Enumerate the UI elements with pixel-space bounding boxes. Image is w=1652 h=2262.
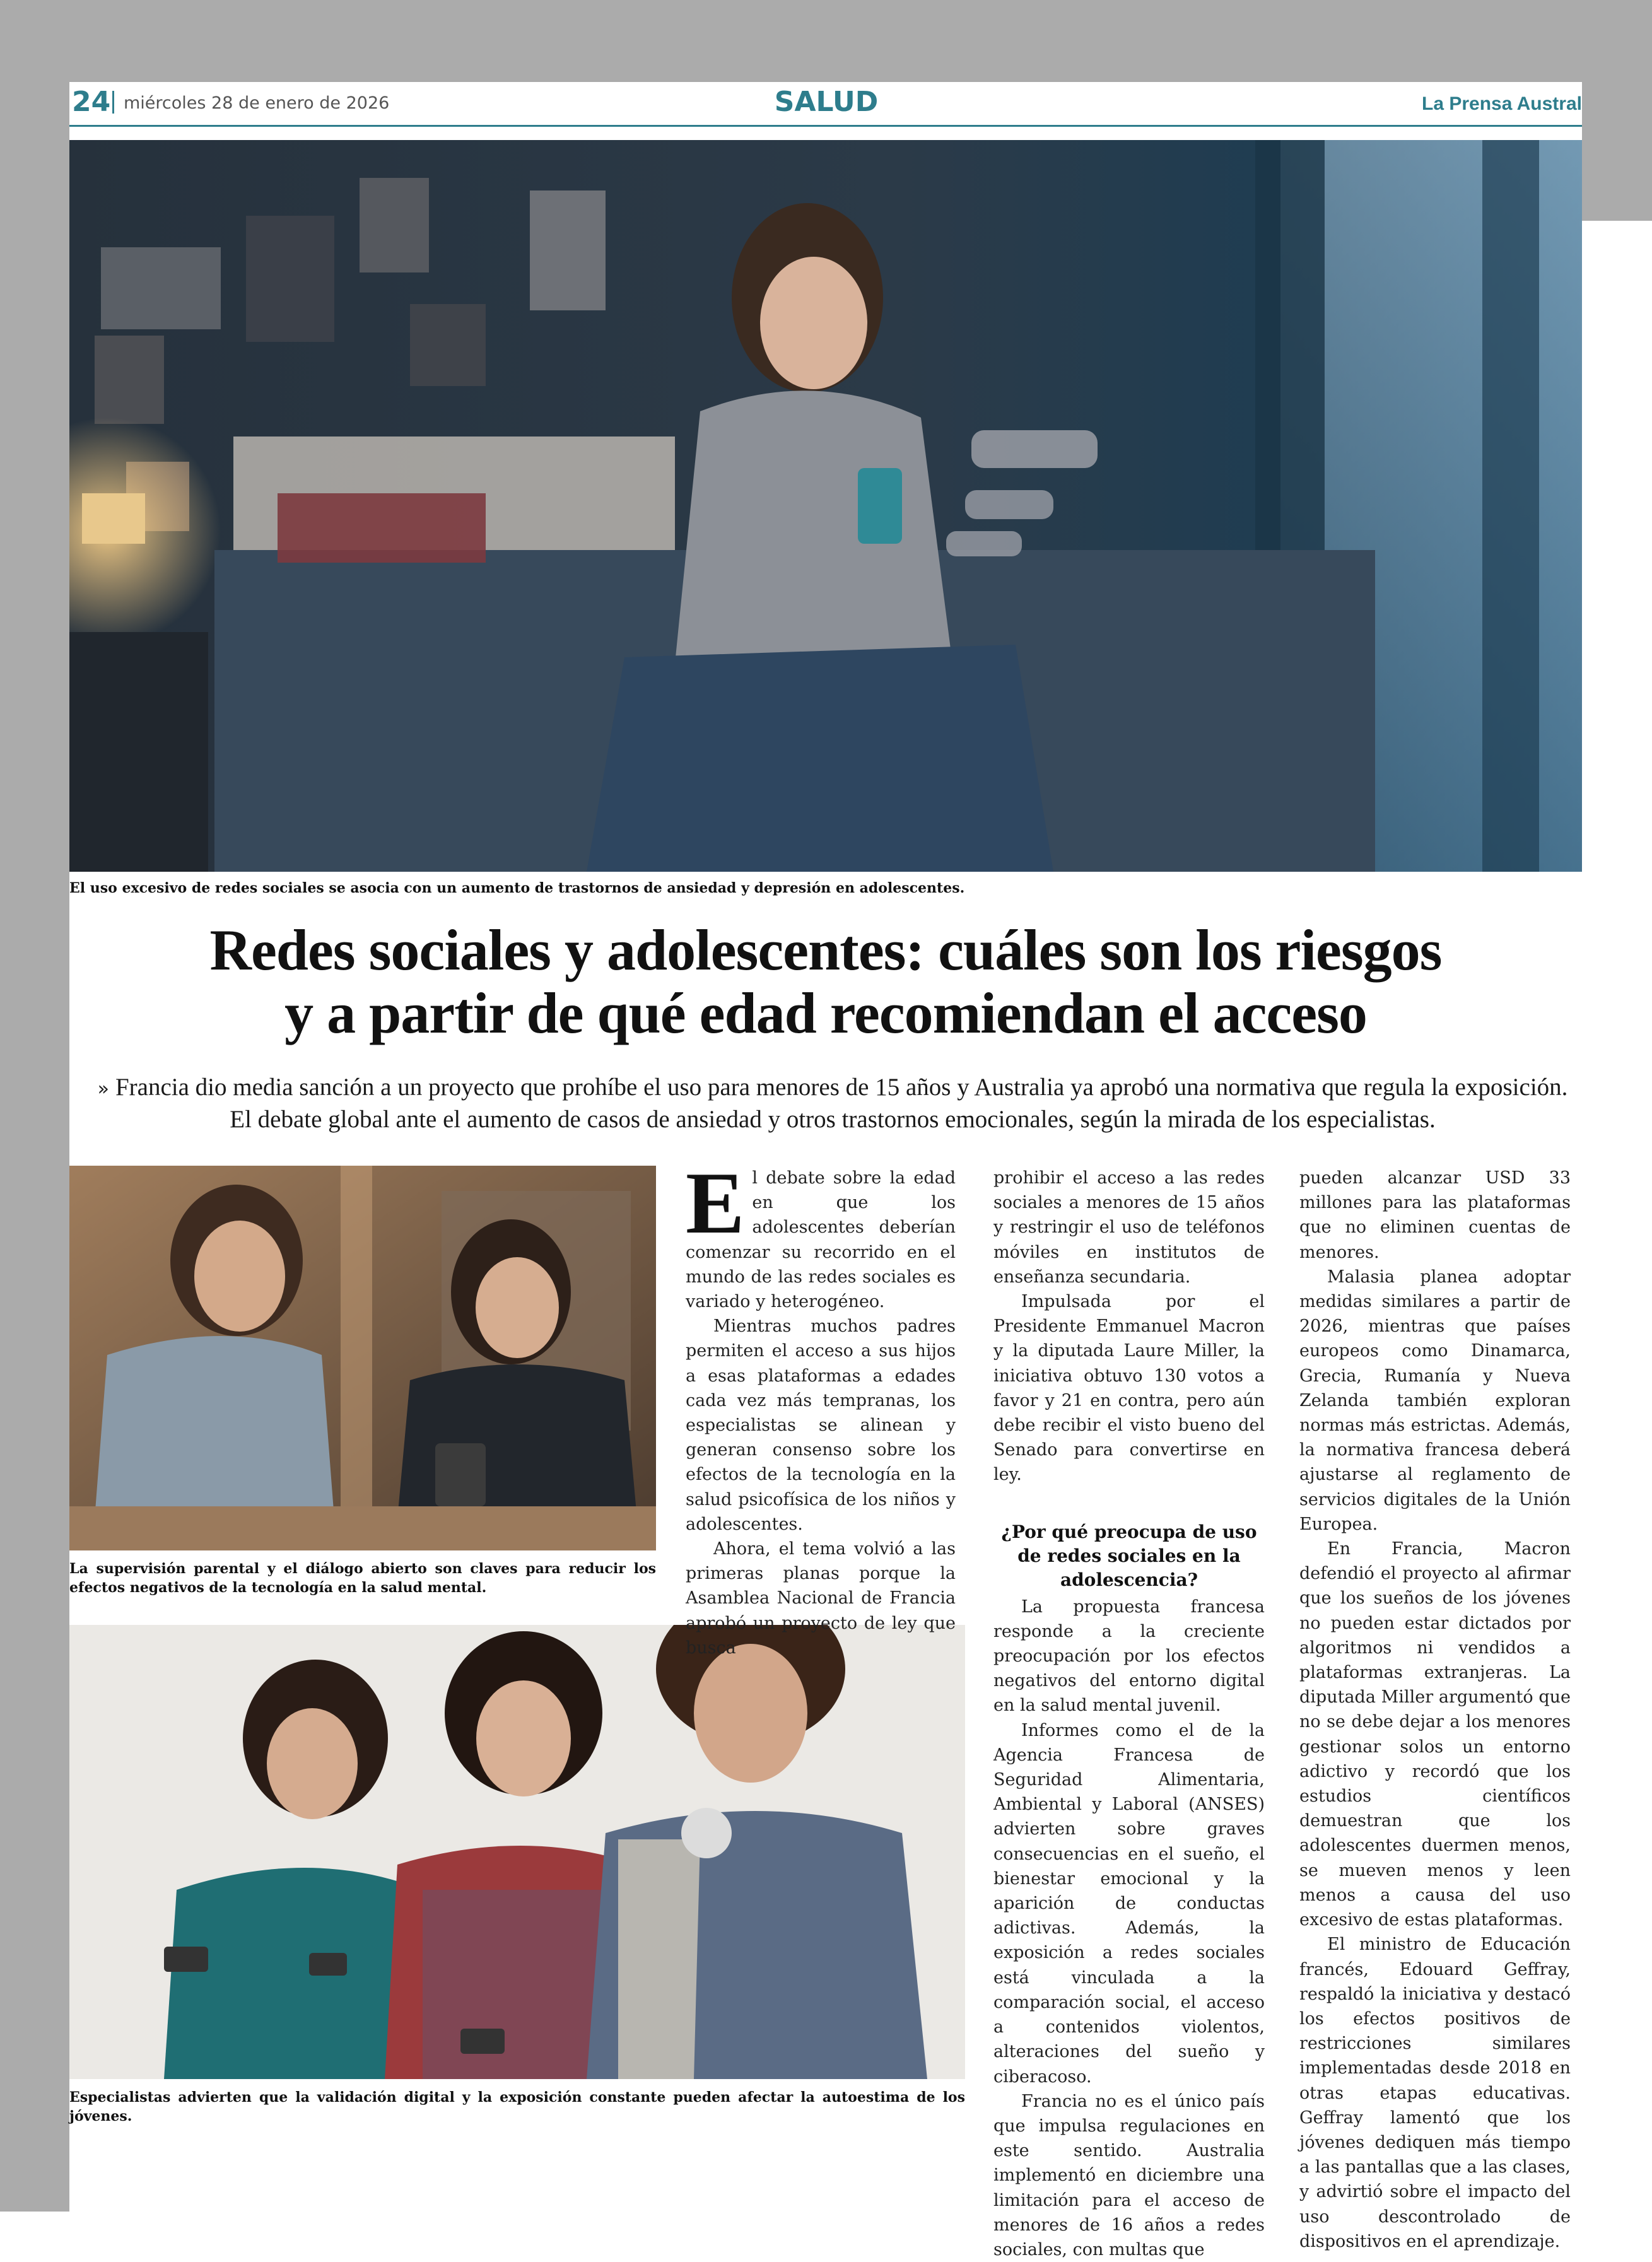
paragraph: pueden alcanzar USD 33 millones para las plataformas que no eliminen cuentas de menores. — [1299, 1168, 1571, 1262]
paragraph: Ahora, el tema volvió a las primeras planas porque la Asamblea Nacional de Francia aprobó un proyecto de ley que busca — [686, 1539, 956, 1658]
header-separator — [112, 91, 114, 114]
article-column-3 — [1299, 1166, 1571, 2254]
deck — [95, 1072, 1571, 1135]
drop-cap: E — [686, 1154, 745, 1252]
header-rule — [69, 125, 1582, 127]
chevron-right-icon: » — [97, 1078, 109, 1100]
page-header — [69, 82, 1582, 132]
paragraph: En Francia, Macron defendió el proyecto al afirmar que los sueños de los jóvenes no pueden estar dictados por algoritmos ni vendidos a plataformas extranjeras. La diputada Miller argumentó que no se debe dejar a los menores gestionar solos un entorno adictivo y recordó que los estudios científicos demuestran que los adolescentes duermen menos, se mueven menos y leen menos a causa del uso excesivo de estas plataformas. — [1299, 1539, 1571, 1930]
parent-child-caption: La supervisión parental y el diálogo abierto son claves para reducir los efectos negativos de la tecnología en la salud mental. — [69, 1561, 656, 1596]
paragraph: l debate sobre la edad en que los adolescentes deberían comenzar su recorrido en el mundo de las redes sociales es variado y heterogéneo. — [686, 1168, 956, 1312]
newspaper-page — [69, 82, 1582, 2259]
article-column-2 — [993, 1166, 1265, 2262]
teens-phones-caption: Especialistas advierten que la validación digital y la exposición constante pueden afectar la autoestima de los jóvenes. — [69, 2089, 965, 2124]
subheading: ¿Por qué preocupa de uso de redes sociales en la adolescencia? — [1001, 1521, 1257, 1590]
headline-line-1: Redes sociales y adolescentes: cuáles son los riesgos — [209, 918, 1442, 982]
teens-phones-photo — [69, 1625, 965, 2079]
deck-text: Francia dio media sanción a un proyecto que prohíbe el uso para menores de 15 años y Australia ya aprobó una normativa que regula la exposición. El debate global ante el aumento de casos de ansiedad y otros trastornos emocionales, según la mirada de los especialistas. — [115, 1074, 1568, 1133]
headline — [69, 918, 1582, 1045]
page-number: 24 — [72, 86, 111, 118]
issue-date: miércoles 28 de enero de 2026 — [124, 93, 390, 113]
paragraph: Francia no es el único país que impulsa regulaciones en este sentido. Australia implementó en diciembre una limitación para el acceso de menores de 16 años a redes sociales, con multas que — [993, 2091, 1265, 2259]
page-background-right — [1582, 82, 1652, 221]
paragraph: Mientras muchos padres permiten el acceso a sus hijos a esas plataformas a edades cada vez más tempranas, los especialistas se alinean y generan consenso sobre los efectos de la tecnología en la salud psicofísica de los niños y adolescentes. — [686, 1316, 956, 1534]
hero-photo — [69, 140, 1582, 872]
paragraph: Informes como el de la Agencia Francesa de Seguridad Alimentaria, Ambiental y Laboral (ANSES) advierten sobre graves consecuencias en el sueño, el bienestar emocional y la aparición de conductas adictivas. Además, la exposición a redes sociales está vinculada a la comparación social, el acceso a contenidos violentos, alteraciones del sueño y ciberacoso. — [993, 1720, 1265, 2087]
parent-child-photo — [69, 1166, 656, 1550]
paragraph: Impulsada por el Presidente Emmanuel Macron y la diputada Laure Miller, la iniciativa obtuvo 130 votos a favor y 21 en contra, pero aún debe recibir el visto bueno del Senado para convertirse en ley. — [993, 1292, 1265, 1485]
page-background-top — [0, 0, 1652, 82]
paragraph: El ministro de Educación francés, Edouard Geffray, respaldó la iniciativa y destacó los efectos positivos de restricciones similares implementadas desde 2018 en otras etapas educativas. Geffray lamentó que los jóvenes dediquen más tiempo a las pantallas que a las clases, y advirtió sobre el impacto del uso descontrolado de dispositivos en el aprendizaje. — [1299, 1935, 1571, 2251]
article-column-1 — [686, 1154, 956, 1660]
headline-line-2: y a partir de qué edad recomiendan el acceso — [284, 981, 1367, 1045]
paragraph: Malasia planea adoptar medidas similares a partir de 2026, mientras que países europeos como Dinamarca, Grecia, Rumanía y Nueva Zelanda también exploran normas más estrictas. Además, la normativa francesa deberá ajustarse al reglamento de servicios digitales de la Unión Europea. — [1299, 1267, 1571, 1534]
hero-caption: El uso excesivo de redes sociales se asocia con un aumento de trastornos de ansiedad y depresión en adolescentes. — [69, 880, 965, 896]
section-title: SALUD — [774, 86, 879, 118]
paragraph: La propuesta francesa responde a la creciente preocupación por los efectos negativos del entorno digital en la salud mental juvenil. — [993, 1597, 1265, 1716]
paragraph: prohibir el acceso a las redes sociales a menores de 15 años y restringir el uso de teléfonos móviles en institutos de enseñanza secundaria. — [993, 1168, 1265, 1287]
publication-name: La Prensa Austral — [1422, 93, 1582, 114]
